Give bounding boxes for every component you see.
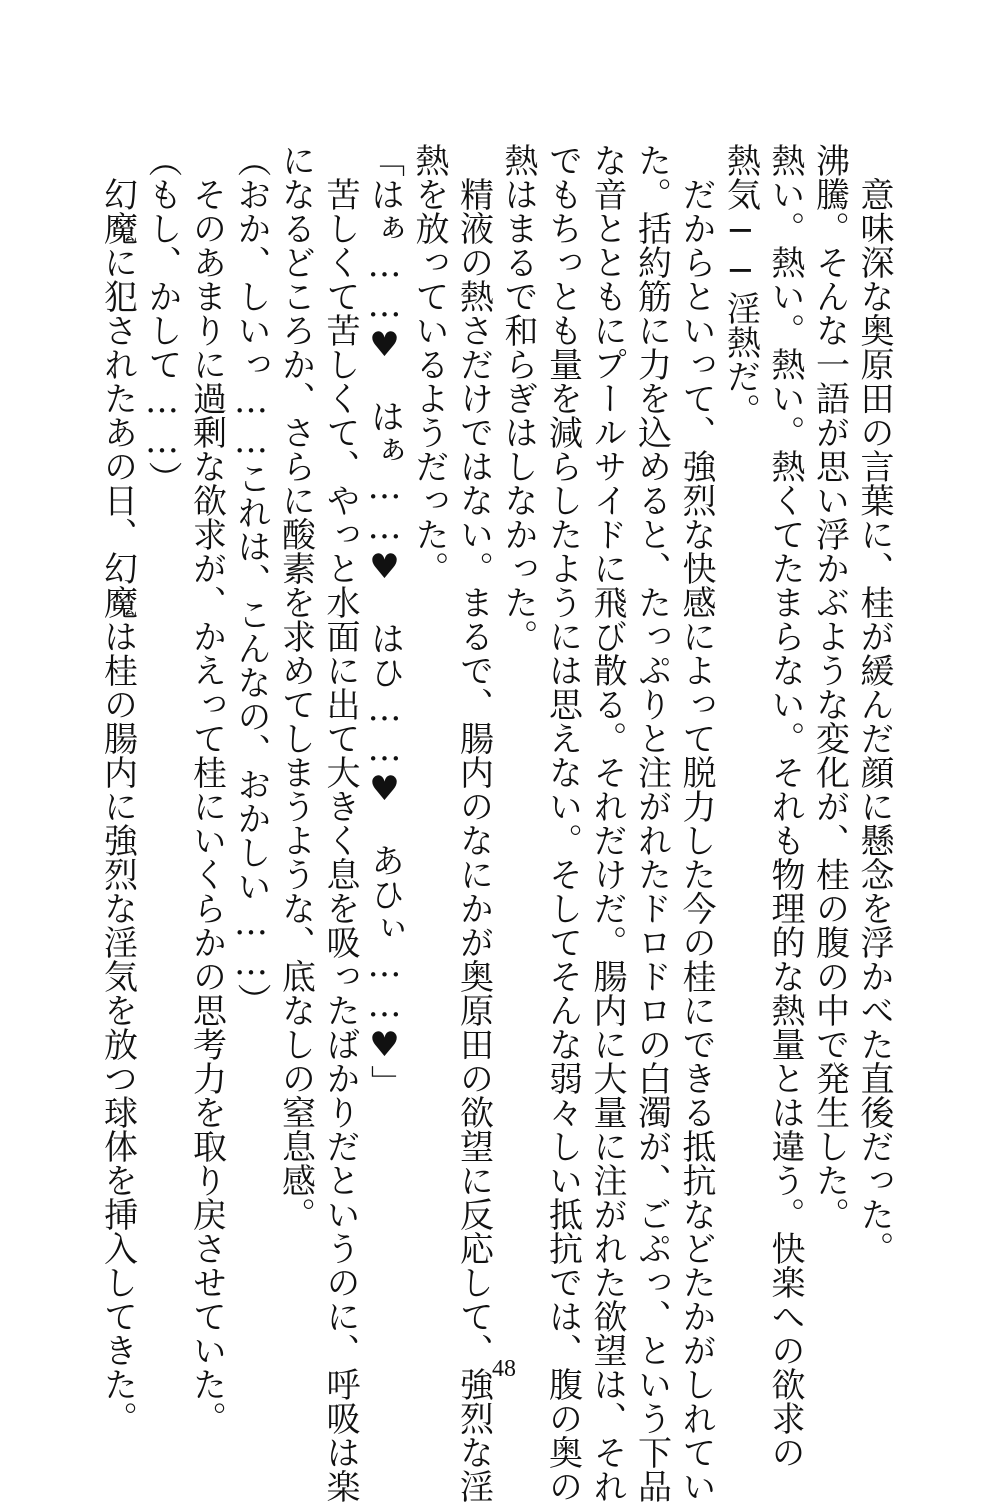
- text-line-14: になるどころか、さらに酸素を求めてしまうような、底なしの窒息感。: [275, 143, 316, 1231]
- text-line-3: 熱い。熱い。熱い。熱くてたまらない。それも物理的な熱量とは違う。快楽への欲求の: [765, 143, 805, 1469]
- text-line-18: 幻魔に犯されたあの日、幻魔は桂の腸内に強烈な淫気を放つ球体を挿入してきた。: [97, 143, 138, 1435]
- text-line-9: 熱はまるで和らぎはしなかった。: [498, 143, 538, 653]
- text-line-13: 苦しくて苦しくて、やっと水面に出て大きく息を吸ったばかりだというのに、呼吸は楽: [320, 143, 360, 1503]
- text-line-4: 熱気──淫熱だ。: [720, 143, 761, 427]
- text-line-1: 意味深な奥原田の言葉に、桂が緩んだ顔に懸念を浮かべた直後だった。: [854, 143, 894, 1265]
- text-line-6: た。括約筋に力を込めると、たっぷりと注がれたドロドロの白濁が、ごぷっ、という下品: [631, 143, 672, 1503]
- text-line-5: だからといって、強烈な快感によって脱力した今の桂にできる抵抗などたかがしれてい: [676, 143, 716, 1503]
- text-line-15: （おか、しいっ……これは、こんなの、おかしい……）: [231, 143, 271, 1017]
- text-line-12: 「はぁ……♥ はぁ……♥ はひ……♥ あひぃ……♥」: [364, 143, 405, 1099]
- text-line-17: （もし、かして……）: [142, 143, 182, 495]
- text-line-10: 精液の熱さだけではない。まるで、腸内のなにかが奥原田の欲望に反応して、強烈な淫: [453, 143, 494, 1503]
- text-line-2: 沸騰。そんな一語が思い浮かぶような変化が、桂の腹の中で発生した。: [809, 143, 850, 1231]
- text-line-11: 熱を放っているようだった。: [409, 143, 449, 585]
- text-line-8: でもちっとも量を減らしたようには思えない。そしてそんな弱々しい抵抗では、腹の奥の: [542, 143, 583, 1503]
- text-line-7: な音とともにプールサイドに飛び散る。それだけだ。腸内に大量に注がれた欲望は、それ: [587, 143, 627, 1503]
- page-number: 48: [492, 1356, 516, 1382]
- text-line-16: そのあまりに過剰な欲求が、かえって桂にいくらかの思考力を取り戻させていた。: [186, 143, 227, 1435]
